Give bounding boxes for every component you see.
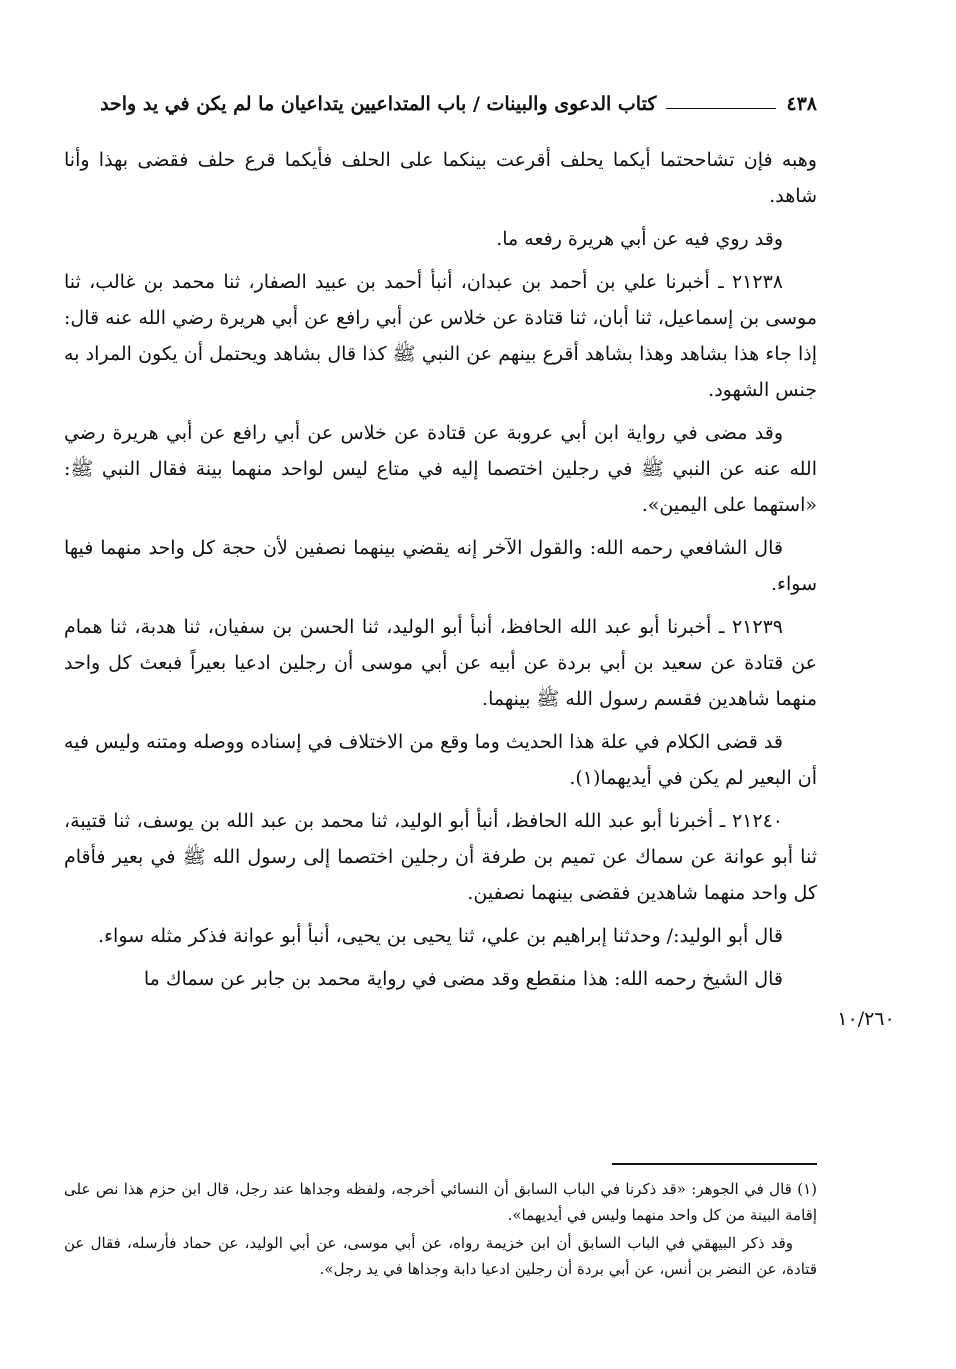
paragraph: وقد روي فيه عن أبي هريرة رفعه ما.: [496, 228, 783, 250]
header-title: كتاب الدعوى والبينات / باب المتداعيين يتداعيان ما لم يكن في يد واحد: [100, 93, 657, 115]
footnotes: [64, 1176, 817, 1284]
paragraph: وهبه فإن تشاححتما أيكما يحلف أقرعت بينكما على الحلف فأيكما قرع حلف فقضى بهذا وأنا شاهد.: [64, 149, 817, 207]
running-header: [64, 93, 817, 115]
footnote: (١) قال في الجوهر: «قد ذكرنا في الباب السابق أن النسائي أخرجه، ولفظه وجداها عند رجل، قال ابن حزم هذا نص على إقامة البينة من كل واحد منهما وليس في أيديهما».: [64, 1180, 817, 1224]
paragraph: قال الشافعي رحمه الله: والقول الآخر إنه يقضي بينهما نصفين لأن حجة كل واحد منهما فيها سواء.: [64, 537, 817, 595]
margin-reference: ١٠/٢٦٠: [837, 1008, 895, 1030]
paragraph: وقد مضى في رواية ابن أبي عروبة عن قتادة عن خلاس عن أبي رافع عن أبي هريرة رضي الله عنه عن النبي ﷺ في رجلين اختصما إليه في متاع ليس لواحد منهما بينة فقال النبي ﷺ: «استهما على اليمين».: [64, 422, 817, 516]
header-rule: [666, 108, 776, 109]
paragraph: قال الشيخ رحمه الله: هذا منقطع وقد مضى في رواية محمد بن جابر عن سماك ما: [143, 968, 783, 990]
main-text: [64, 142, 817, 1004]
hadith-21239: ٢١٢٣٩ ـ أخبرنا أبو عبد الله الحافظ، أنبأ أبو الوليد، ثنا الحسن بن سفيان، ثنا هدبة، ثنا همام عن قتادة عن سعيد بن أبي بردة عن أبيه عن أبي موسى أن رجلين ادعيا بعيراً فبعث كل واحد منهما شاهدين فقسم رسول الله ﷺ بينهما.: [64, 616, 818, 710]
footnote: وقد ذكر البيهقي في الباب السابق أن ابن خزيمة رواه، عن أبي موسى، عن أبي الوليد، عن حماد فأرسله، فقال عن قتادة، عن النضر بن أنس، عن أبي بردة أن رجلين ادعيا دابة وجداها في يد رجل».: [64, 1234, 817, 1278]
hadith-21238: ٢١٢٣٨ ـ أخبرنا علي بن أحمد بن عبدان، أنبأ أحمد بن عبيد الصفار، ثنا محمد بن غالب، ثنا موسى بن إسماعيل، ثنا أبان، ثنا قتادة عن خلاس عن أبي رافع عن أبي هريرة رضي الله عنه قال: إذا جاء هذا بشاهد وهذا بشاهد أقرع بينهم عن النبي ﷺ كذا قال بشاهد ويحتمل أن يكون المراد به جنس الشهود.: [64, 271, 817, 401]
footnote-separator: [612, 1163, 817, 1165]
hadith-21240: ٢١٢٤٠ ـ أخبرنا أبو عبد الله الحافظ، أنبأ أبو الوليد، ثنا محمد بن عبد الله بن يوسف، ثنا قتيبة، ثنا أبو عوانة عن سماك عن تميم بن طرفة أن رجلين اختصما إلى رسول الله ﷺ في بعير فأقام كل واحد منهما شاهدين فقضى بينهما نصفين.: [64, 810, 817, 904]
paragraph: قال أبو الوليد:/ وحدثنا إبراهيم بن علي، ثنا يحيى بن يحيى، أنبأ أبو عوانة فذكر مثله سواء.: [98, 925, 783, 947]
paragraph: قد قضى الكلام في علة هذا الحديث وما وقع من الاختلاف في إسناده ووصله ومتنه وليس فيه أن البعير لم يكن في أيديهما(١).: [64, 731, 817, 789]
page-number: ٤٣٨: [786, 93, 817, 115]
